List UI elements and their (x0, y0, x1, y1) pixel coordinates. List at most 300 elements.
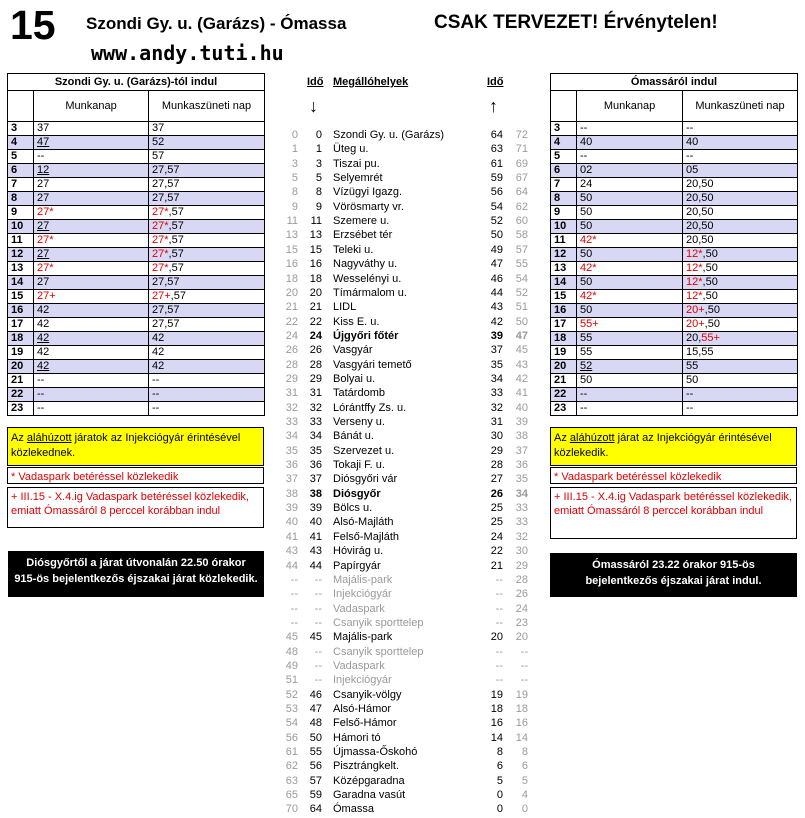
time-out-alt: 1 (291, 143, 298, 156)
workday-cell (34, 304, 149, 318)
time-out-alt: 45 (285, 631, 298, 644)
table-row (8, 276, 265, 290)
segment: -- (580, 150, 588, 162)
time-back: 29 (490, 444, 503, 457)
table-row (8, 402, 265, 416)
time-back-alt: 55 (515, 258, 528, 271)
time-out-alt: 26 (285, 344, 298, 357)
stop-row (280, 228, 540, 242)
time-out-alt: 11 (286, 215, 298, 228)
time-out-alt: 49 (285, 659, 298, 672)
stop-row (280, 386, 540, 400)
stop-row (280, 630, 540, 644)
workday-cell (577, 178, 683, 192)
segment: 27 (37, 220, 50, 232)
time-out: 1 (315, 143, 322, 156)
time-out: 8 (315, 186, 322, 199)
time-back: 34 (490, 372, 503, 385)
time-back-alt: 72 (515, 129, 528, 141)
website-link[interactable]: www.andy.tuti.hu (91, 41, 284, 65)
segment: 42 (37, 304, 50, 316)
hour-cell: 22 (551, 388, 577, 402)
holiday-cell (683, 192, 798, 206)
time-out: 46 (309, 688, 322, 701)
time-back-alt: 14 (515, 731, 528, 744)
stop-name: Vadaspark (333, 659, 385, 672)
stop-row (280, 444, 540, 458)
time-out: 55 (309, 746, 322, 759)
stop-name: Középgaradna (333, 774, 405, 787)
time-back: 61 (490, 157, 503, 170)
segment: 42 (37, 332, 50, 344)
left-note-star: * Vadaspark betéréssel közlekedik (7, 467, 264, 484)
segment: 20, (686, 332, 702, 344)
time-out-alt: 39 (285, 502, 298, 515)
time-back-alt: 62 (515, 200, 528, 213)
right-col-workday: Munkanap (577, 91, 683, 122)
time-back-alt: 69 (515, 157, 528, 170)
workday-cell (577, 360, 683, 374)
time-back-alt: 45 (515, 344, 528, 357)
draft-notice: CSAK TERVEZET! Érvénytelen! (434, 12, 718, 33)
segment: 42 (37, 346, 50, 358)
hour-cell: 15 (8, 290, 34, 304)
time-back: 43 (490, 301, 503, 314)
time-back: 20 (490, 631, 503, 644)
hour-cell: 8 (551, 192, 577, 206)
stop-name: Papírgyár (333, 559, 381, 572)
segment: 55+ (580, 318, 599, 330)
time-back: -- (495, 659, 503, 672)
time-out-alt: 43 (285, 545, 298, 558)
holiday-cell (683, 206, 798, 220)
hour-cell: 19 (551, 346, 577, 360)
holiday-cell (683, 220, 798, 234)
time-back-alt: 50 (515, 315, 528, 328)
stop-name: Bánát u. (333, 430, 374, 443)
holiday-cell (683, 276, 798, 290)
stop-name: Vasgyári temető (333, 358, 412, 371)
table-row (8, 388, 265, 402)
segment: -- (37, 402, 45, 414)
time-back-alt: 30 (515, 545, 528, 558)
time-out-alt: 51 (285, 674, 298, 687)
segment: -- (686, 150, 694, 162)
stop-name: Garadna vasút (333, 789, 406, 802)
holiday-cell (149, 220, 265, 234)
holiday-cell (683, 402, 798, 416)
time-back-alt: 0 (521, 803, 528, 816)
hour-cell: 18 (8, 332, 34, 346)
segment: ,50 (704, 304, 720, 316)
segment: 27* (152, 234, 169, 246)
segment: -- (37, 388, 45, 400)
time-out-alt: 32 (285, 401, 298, 414)
stop-row (280, 645, 540, 659)
time-out: 41 (309, 530, 322, 543)
time-back: 25 (490, 502, 503, 515)
stop-name: Bolyai u. (333, 372, 376, 385)
stop-name: Wesselényi u. (333, 272, 402, 285)
segment: 20,50 (686, 178, 714, 190)
time-out-alt: 31 (285, 387, 298, 400)
stop-name: Felső-Majláth (333, 530, 400, 543)
time-out-alt: 29 (285, 372, 298, 385)
time-out-alt: -- (290, 588, 298, 601)
segment: 50 (580, 206, 593, 218)
time-out-alt: -- (290, 573, 298, 586)
workday-cell (34, 122, 149, 136)
time-out-alt: 0 (291, 129, 298, 141)
time-back: 52 (490, 215, 503, 228)
stop-name: Ómassa (333, 803, 374, 816)
segment: 42* (580, 290, 597, 302)
stop-row (280, 458, 540, 472)
stop-name: Bölcs u. (333, 502, 373, 515)
time-back-alt: 29 (515, 559, 528, 572)
time-out-alt: 37 (285, 473, 298, 486)
holiday-cell (683, 346, 798, 360)
time-out: 15 (309, 243, 322, 256)
time-back-alt: 47 (515, 329, 528, 342)
holiday-cell (149, 122, 265, 136)
segment: 40 (686, 136, 699, 148)
time-back: 0 (496, 803, 503, 816)
time-back-alt: 57 (515, 243, 528, 256)
time-back-alt: 67 (515, 172, 528, 185)
time-back-alt: 58 (515, 229, 528, 242)
route-name: Szondi Gy. u. (Garázs) - Ómassa (86, 14, 347, 33)
time-out: -- (314, 616, 322, 629)
table-row (551, 346, 798, 360)
time-back-alt: 5 (521, 774, 528, 787)
time-back: 42 (490, 315, 503, 328)
segment: -- (686, 122, 694, 134)
hour-cell: 16 (8, 304, 34, 318)
stop-row (280, 185, 540, 199)
time-back-alt: 23 (515, 616, 528, 629)
time-back: 39 (490, 329, 503, 342)
time-out-alt: 53 (285, 703, 298, 715)
stop-name: Kiss E. u. (333, 315, 380, 328)
table-row (551, 220, 798, 234)
time-out: 57 (309, 774, 322, 787)
holiday-cell (149, 248, 265, 262)
holiday-cell (149, 388, 265, 402)
table-row (8, 290, 265, 304)
stop-row (280, 731, 540, 745)
table-row (551, 122, 798, 136)
time-back: -- (495, 645, 503, 658)
time-back: 49 (490, 243, 503, 256)
segment: 27,57 (152, 178, 180, 190)
segment: járat az Injekciógyár érintésével közlekedik. (554, 432, 772, 459)
stop-row (280, 315, 540, 329)
segment: -- (580, 122, 588, 134)
segment: ,57 (168, 234, 184, 246)
time-out-alt: 56 (285, 731, 298, 744)
table-row (551, 318, 798, 332)
stop-name: Felső-Hámor (333, 717, 397, 730)
time-out: 37 (309, 473, 322, 486)
segment: -- (580, 388, 588, 400)
hour-cell: 23 (551, 402, 577, 416)
time-out-alt: 70 (285, 803, 298, 816)
hour-cell: 3 (8, 122, 34, 136)
arrow-down-icon: ↓ (309, 96, 318, 116)
segment: ,57 (168, 262, 184, 274)
time-back: -- (495, 573, 503, 586)
segment: 12* (686, 290, 703, 302)
hour-cell: 11 (8, 234, 34, 248)
time-back-alt: -- (520, 674, 528, 687)
segment: Az (11, 432, 27, 444)
hour-cell: 22 (8, 388, 34, 402)
segment: 20,50 (686, 206, 714, 218)
stop-row (280, 300, 540, 314)
holiday-cell (683, 262, 798, 276)
time-out-alt: 44 (285, 559, 298, 572)
table-row (551, 192, 798, 206)
stop-row (280, 286, 540, 300)
time-back-alt: 26 (515, 588, 528, 601)
segment: 50 (580, 248, 593, 260)
time-back: 54 (490, 200, 503, 213)
table-row (551, 290, 798, 304)
segment: 20+ (686, 318, 705, 330)
holiday-cell (149, 374, 265, 388)
hour-cell: 10 (8, 220, 34, 234)
workday-cell (577, 206, 683, 220)
time-back-alt: 43 (515, 358, 528, 371)
segment: 52 (152, 136, 165, 148)
time-out: 32 (309, 401, 322, 414)
segment: ,57 (168, 220, 184, 232)
table-row (551, 360, 798, 374)
hour-cell: 8 (8, 192, 34, 206)
stop-name: Újgyőri főtér (333, 329, 399, 342)
table-row (8, 150, 265, 164)
time-out: 9 (315, 200, 322, 213)
time-out: 56 (309, 760, 322, 773)
segment: ,50 (702, 262, 718, 274)
stop-name: Szemere u. (333, 215, 390, 228)
stop-name: Selyemrét (333, 172, 383, 185)
time-out: -- (314, 645, 322, 658)
table-row (551, 178, 798, 192)
segment: ,57 (170, 290, 186, 302)
hour-cell: 3 (551, 122, 577, 136)
hour-cell: 11 (551, 234, 577, 248)
time-back: 46 (490, 272, 503, 285)
route-number: 15 (10, 2, 56, 48)
stop-row (280, 673, 540, 687)
stop-name: Alsó-Majláth (333, 516, 394, 529)
holiday-cell (149, 332, 265, 346)
hour-cell: 21 (8, 374, 34, 388)
segment: -- (37, 150, 45, 162)
time-back-alt: 34 (515, 487, 528, 500)
segment: aláhúzott (26, 432, 72, 444)
segment: 42 (152, 346, 165, 358)
segment: 27,57 (152, 318, 180, 330)
workday-cell (34, 374, 149, 388)
stop-name: Lórántffy Zs. u. (333, 401, 407, 414)
segment: 12* (686, 262, 703, 274)
stop-name: Diósgyőr (333, 487, 381, 500)
time-back-alt: 33 (515, 516, 528, 529)
time-back: -- (495, 588, 503, 601)
workday-cell (34, 402, 149, 416)
time-out: 64 (309, 803, 322, 816)
workday-cell (34, 136, 149, 150)
holiday-cell (149, 346, 265, 360)
table-row (551, 276, 798, 290)
time-back: 18 (490, 703, 503, 715)
stop-row (280, 759, 540, 773)
time-out-alt: 18 (285, 272, 298, 285)
stop-row (280, 688, 540, 702)
stop-name: Verseny u. (333, 416, 385, 428)
holiday-cell (683, 248, 798, 262)
stop-row (280, 788, 540, 802)
stop-name: Majális-park (333, 573, 393, 586)
time-back: 35 (490, 358, 503, 371)
table-row (551, 248, 798, 262)
table-row (8, 332, 265, 346)
segment: 50 (686, 374, 699, 386)
time-back: 44 (490, 286, 503, 299)
segment: 50 (580, 276, 593, 288)
time-out: 43 (309, 545, 322, 558)
time-back: 19 (490, 688, 503, 701)
left-note-plus: + III.15 - X.4.ig Vadaspark betéréssel közlekedik, emiatt Ómassáról 8 perccel korábban indul (7, 487, 264, 528)
workday-cell (577, 122, 683, 136)
time-back: 59 (490, 172, 503, 185)
table-row (551, 332, 798, 346)
stop-row (280, 401, 540, 415)
stop-row (280, 415, 540, 429)
segment: 55 (580, 332, 593, 344)
segment: ,57 (168, 248, 184, 260)
stop-row (280, 200, 540, 214)
stop-name: Pisztrángkelt. (333, 760, 400, 773)
table-row (8, 234, 265, 248)
holiday-cell (683, 360, 798, 374)
hour-cell: 21 (551, 374, 577, 388)
time-out-alt: 5 (291, 172, 298, 185)
time-back: -- (495, 602, 503, 615)
time-out-alt: 28 (285, 358, 298, 371)
time-back-alt: 37 (515, 444, 528, 457)
holiday-cell (683, 164, 798, 178)
table-row (8, 360, 265, 374)
time-out-alt: 13 (285, 229, 298, 242)
workday-cell (34, 332, 149, 346)
time-out-alt: 65 (285, 789, 298, 802)
holiday-cell (149, 304, 265, 318)
time-out: 33 (309, 416, 322, 428)
workday-cell (577, 220, 683, 234)
stop-row (280, 515, 540, 529)
time-out: 24 (309, 329, 322, 342)
stop-row (280, 358, 540, 372)
hour-cell: 17 (8, 318, 34, 332)
workday-cell (577, 346, 683, 360)
time-back: 28 (490, 459, 503, 472)
time-out-alt: 54 (285, 717, 298, 730)
stop-name: Újmassa-Őskohó (333, 746, 418, 759)
segment: 47 (37, 136, 50, 148)
time-back-alt: 18 (515, 703, 528, 715)
segment: 55+ (701, 332, 720, 344)
time-out: 40 (309, 516, 322, 529)
time-out: 50 (309, 731, 322, 744)
time-out-alt: 38 (285, 487, 298, 500)
stop-name: Alsó-Hámor (333, 703, 392, 715)
holiday-cell (149, 206, 265, 220)
workday-cell (34, 248, 149, 262)
hour-cell: 9 (551, 206, 577, 220)
segment: 20+ (686, 304, 705, 316)
arrow-up-icon: ↑ (489, 96, 498, 116)
workday-cell (577, 374, 683, 388)
segment: -ös bejelentkezős éjszakai járat közlekedik. (32, 573, 258, 585)
segment: ,50 (704, 318, 720, 330)
stop-name: LIDL (333, 301, 357, 314)
stop-name: Üteg u. (333, 143, 369, 156)
segment: -- (686, 402, 694, 414)
time-back-alt: 38 (515, 430, 528, 443)
workday-cell (34, 262, 149, 276)
table-row (551, 164, 798, 178)
table-row (551, 150, 798, 164)
stop-row (280, 616, 540, 630)
stop-name: Tokaji F. u. (333, 459, 385, 472)
hour-cell: 13 (551, 262, 577, 276)
time-back-alt: 71 (515, 143, 528, 156)
hour-cell: 5 (551, 150, 577, 164)
stop-row (280, 559, 540, 573)
holiday-cell (683, 388, 798, 402)
workday-cell (34, 276, 149, 290)
table-row (8, 262, 265, 276)
hour-cell: 16 (551, 304, 577, 318)
holiday-cell (149, 136, 265, 150)
hour-cell: 14 (551, 276, 577, 290)
left-night-note (8, 551, 264, 597)
segment: 42 (37, 360, 50, 372)
hour-cell: 6 (551, 164, 577, 178)
time-back-alt: 60 (515, 215, 528, 228)
holiday-cell (149, 164, 265, 178)
holiday-cell (683, 318, 798, 332)
segment: 15,55 (686, 346, 714, 358)
hour-cell: 7 (8, 178, 34, 192)
time-out-alt: 20 (285, 286, 298, 299)
time-out: 38 (309, 487, 322, 500)
time-back-alt: -- (520, 659, 528, 672)
segment: 27* (152, 220, 169, 232)
time-back: 25 (490, 516, 503, 529)
stop-row (280, 602, 540, 616)
time-out: 16 (309, 258, 322, 271)
time-out-alt: 21 (285, 301, 298, 314)
stop-name: Diósgyőri vár (333, 473, 398, 486)
right-table-title: Ómassáról indul (551, 74, 798, 91)
time-out: 11 (310, 215, 322, 228)
time-header-right: Idő (487, 76, 504, 88)
